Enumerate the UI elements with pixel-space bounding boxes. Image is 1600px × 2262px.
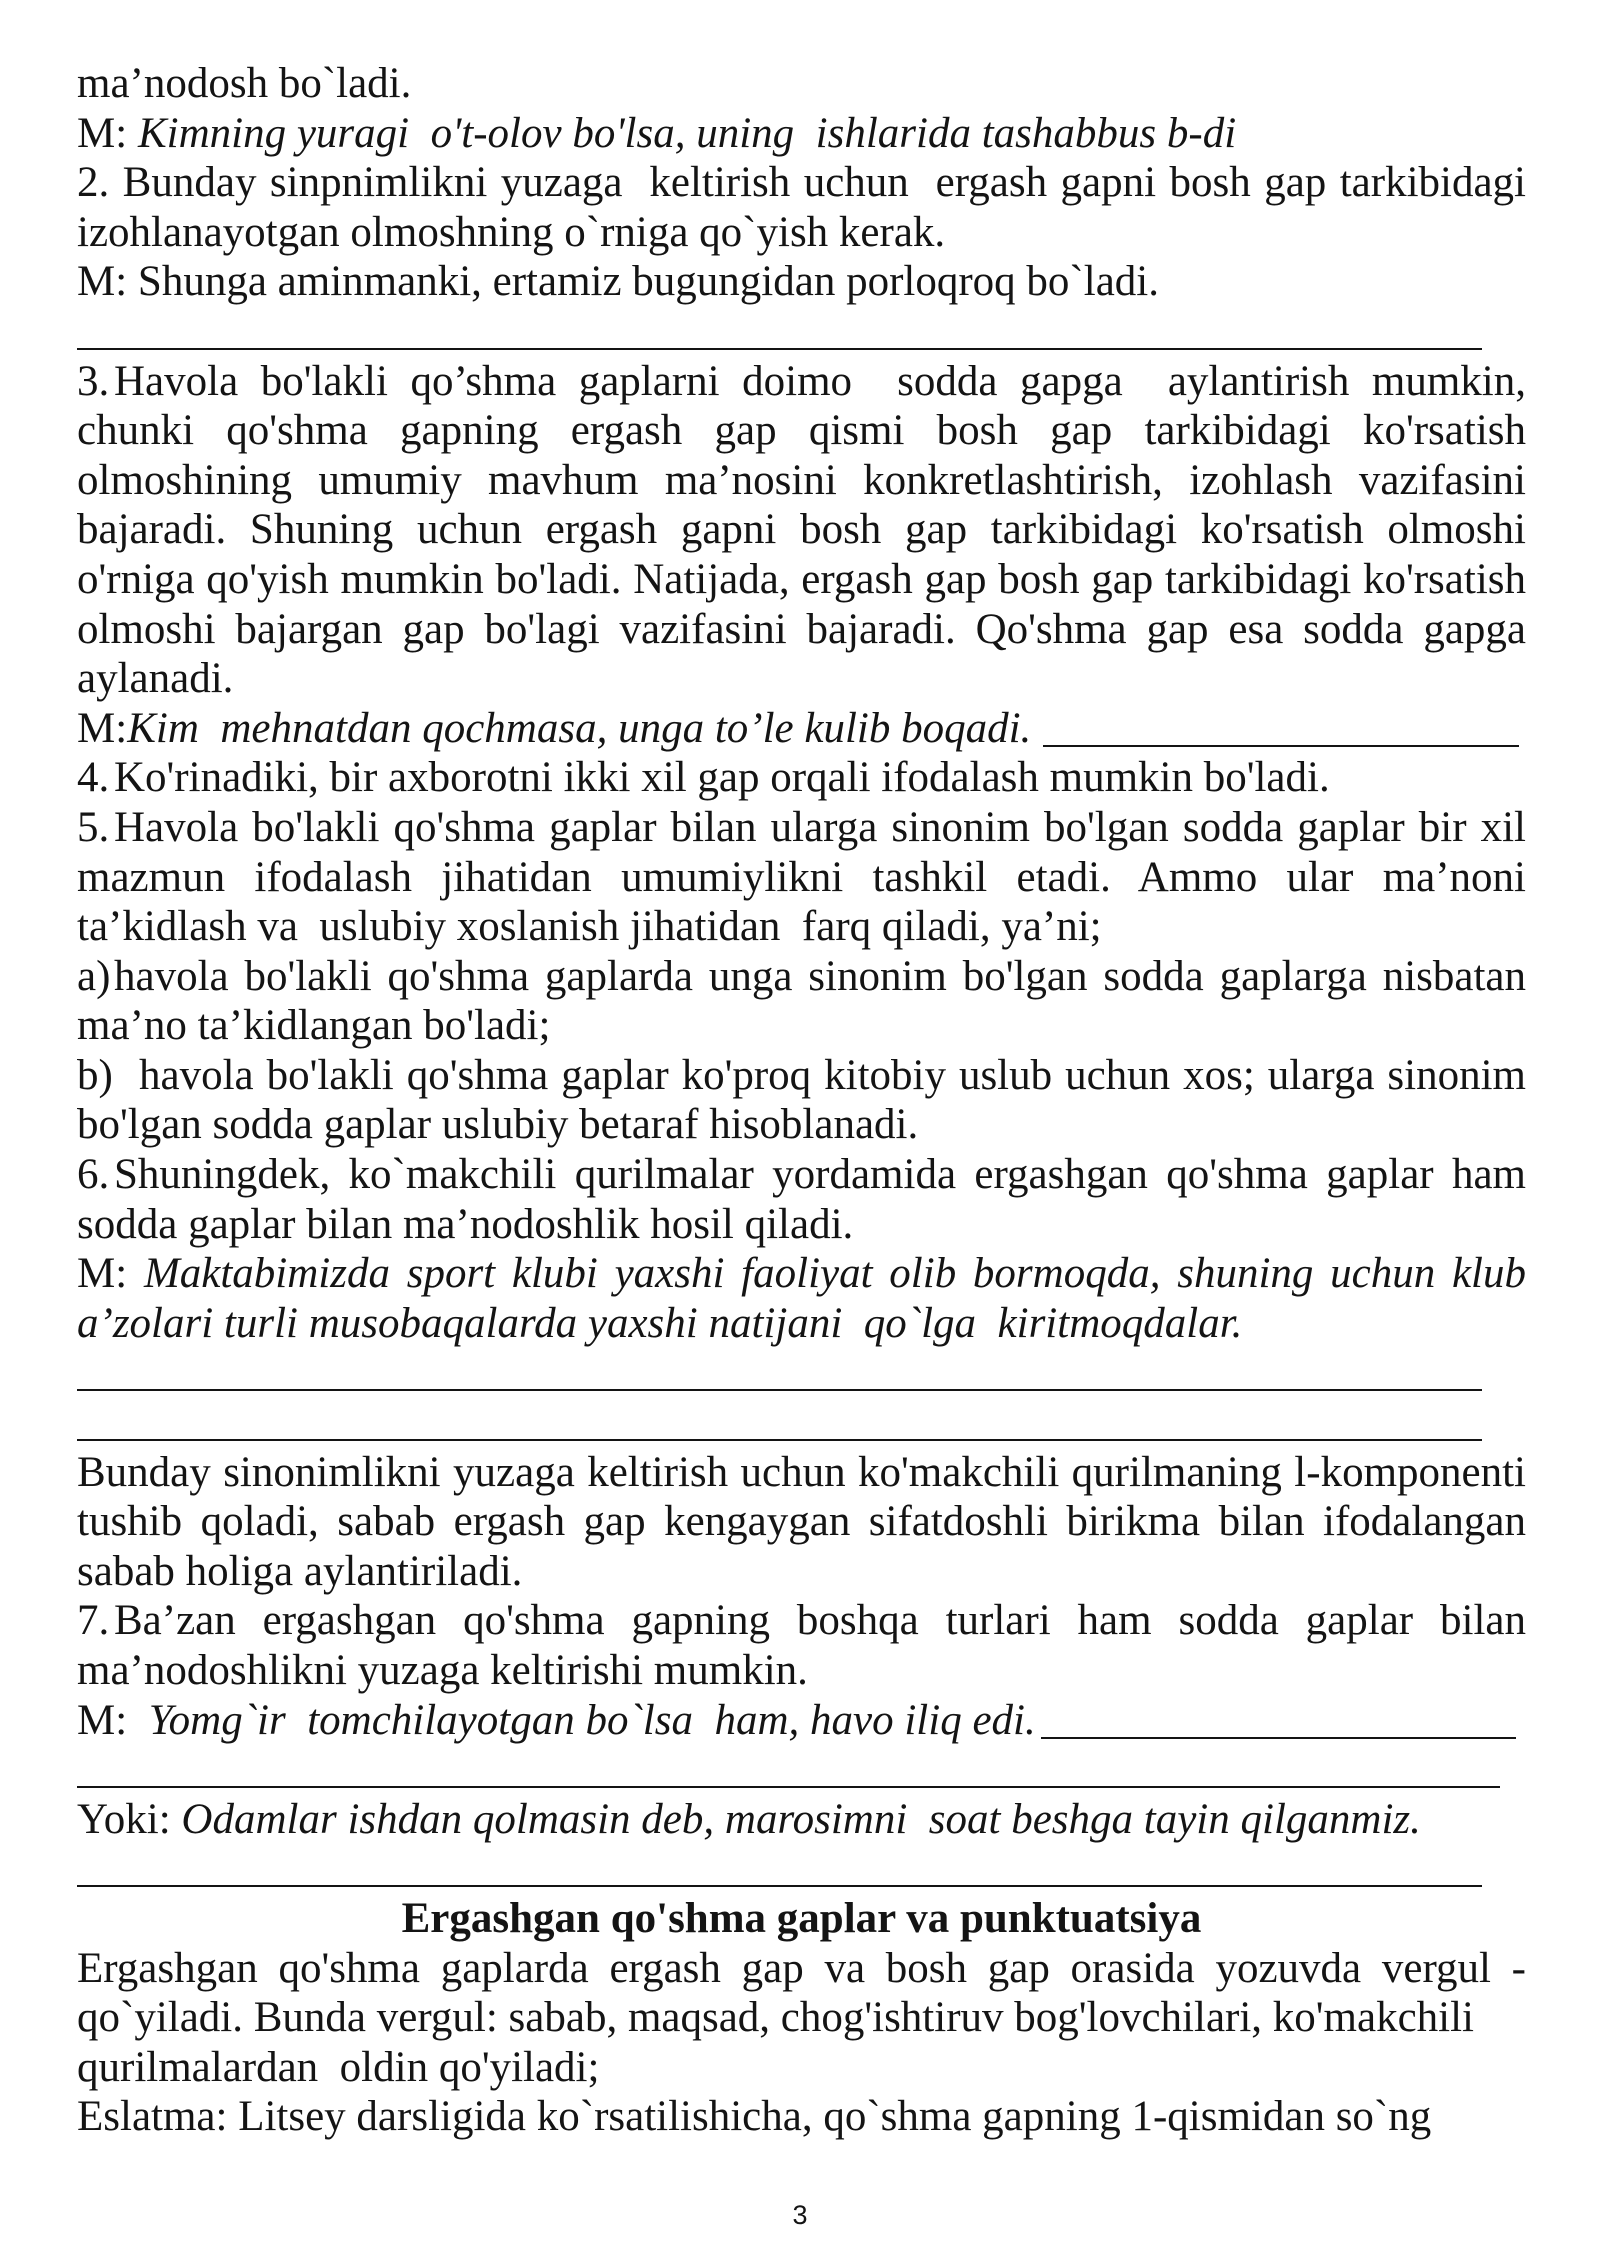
example-label: M: bbox=[77, 1250, 144, 1298]
page-number: 3 bbox=[792, 2200, 808, 2230]
answer-blank-line bbox=[77, 1398, 1526, 1448]
text-line-content: Ko'rinadiki, bir axborotni ikki xil gap orqali ifodalash mumkin bo'ladi. bbox=[114, 754, 1330, 802]
text-line-content: sabab holiga aylantiriladi. bbox=[77, 1547, 523, 1595]
example-line bbox=[77, 1299, 1526, 1349]
example-sentence: Kimning yuragi o't-olov bo'lsa, uning ishlarida tashabbus b-di bbox=[137, 109, 1237, 157]
text-line-content: Havola bo'lakli qo'shma gaplar bilan ularga sinonim bo'lgan sodda gaplar bir xil bbox=[114, 803, 1526, 851]
blank-rule bbox=[77, 1885, 1482, 1887]
answer-blank-line bbox=[77, 307, 1526, 357]
text-line-content: aylanadi. bbox=[77, 655, 234, 703]
answer-blank bbox=[1041, 1696, 1516, 1739]
text-line-content: Ba’zan ergashgan qo'shma gapning boshqa turlari ham sodda gaplar bilan bbox=[114, 1597, 1526, 1645]
list-item-line bbox=[77, 753, 1526, 803]
blank-rule bbox=[77, 1439, 1482, 1441]
example-sentence: Kim mehnatdan qochmasa, unga to’le kulib boqadi. bbox=[127, 704, 1032, 752]
text-line-content: ma’nodosh bo`ladi. bbox=[77, 60, 412, 107]
text-line-content: olmoshining umumiy mavhum ma’nosini konkretlashtirish, izohlash vazifasini bbox=[77, 456, 1526, 504]
text-line bbox=[77, 59, 1526, 109]
text-line bbox=[77, 654, 1526, 704]
text-line-content: bajaradi. Shuning uchun ergash gapni bosh gap tarkibidagi ko'rsatish olmoshi bbox=[77, 506, 1526, 554]
text-line-content: ta’kidlash va uslubiy xoslanish jihatidan farq qiladi, ya’ni; bbox=[77, 903, 1102, 951]
answer-blank bbox=[1043, 704, 1519, 747]
text-line bbox=[77, 1993, 1526, 2043]
example-sentence: Odamlar ishdan qolmasin deb, marosimni soat beshga tayin qilganmiz. bbox=[181, 1795, 1421, 1843]
text-line-content: o'rniga qo'yish mumkin bo'ladi. Natijada, ergash gap bosh gap tarkibidagi ko'rsatish bbox=[77, 555, 1526, 603]
text-line-content: havola bo'lakli qo'shma gaplarda unga sinonim bo'lgan sodda gaplarga nisbatan bbox=[114, 952, 1526, 1000]
example-line bbox=[77, 704, 1526, 754]
section-heading bbox=[77, 1894, 1526, 1944]
text-line bbox=[77, 1944, 1526, 1994]
text-line-content: sodda gaplar bilan ma’nodoshlik hosil qiladi. bbox=[77, 1200, 854, 1248]
text-line-content: izohlanayotgan olmoshning o`rniga qo`yish kerak. bbox=[77, 208, 946, 256]
note-line bbox=[77, 2092, 1526, 2142]
sub-item-marker: a) bbox=[77, 952, 111, 1000]
text-line bbox=[77, 456, 1526, 506]
text-line bbox=[77, 1547, 1526, 1597]
example-content bbox=[77, 1249, 1526, 1299]
list-item-line bbox=[77, 803, 1526, 853]
example-label: M: bbox=[77, 1696, 149, 1744]
example-content bbox=[77, 1696, 1036, 1746]
sub-item-marker: b) bbox=[77, 1051, 113, 1099]
text-line bbox=[77, 406, 1526, 456]
list-marker: 4. bbox=[77, 754, 110, 802]
text-line-content: havola bo'lakli qo'shma gaplar ko'proq kitobiy uslub uchun xos; ularga sinonim bbox=[139, 1051, 1526, 1099]
text-line bbox=[77, 555, 1526, 605]
text-line-content: Shuningdek, ko`makchili qurilmalar yordamida ergashgan qo'shma gaplar ham bbox=[114, 1151, 1526, 1199]
example-line bbox=[77, 257, 1526, 307]
example-content bbox=[77, 704, 1031, 754]
example-line bbox=[77, 1795, 1526, 1845]
example-content: M: Shunga aminmanki, ertamiz bugungidan porloqroq bo`ladi. bbox=[77, 258, 1159, 306]
text-line bbox=[77, 853, 1526, 903]
example-sentence: Maktabimizda sport klubi yaxshi faoliyat olib bormoqda, shuning uchun klub bbox=[143, 1250, 1526, 1298]
text-line bbox=[77, 605, 1526, 655]
example-label: Yoki: bbox=[77, 1795, 182, 1843]
text-line-content: chunki qo'shma gapning ergash gap qismi bosh gap tarkibidagi ko'rsatish bbox=[77, 407, 1526, 455]
text-line-content: 2. Bunday sinpnimlikni yuzaga keltirish uchun ergash gapni bosh gap tarkibidagi bbox=[77, 159, 1526, 207]
document-page bbox=[77, 59, 1526, 2142]
blank-rule bbox=[77, 1786, 1500, 1788]
list-marker: 6. bbox=[77, 1151, 110, 1199]
example-line bbox=[77, 1249, 1526, 1299]
example-label: M: bbox=[77, 109, 138, 157]
text-line bbox=[77, 1448, 1526, 1498]
text-line bbox=[77, 1100, 1526, 1150]
list-item-line bbox=[77, 1150, 1526, 1200]
example-label: M: bbox=[77, 704, 128, 752]
text-line-content: ma’nodoshlikni yuzaga keltirishi mumkin. bbox=[77, 1647, 808, 1694]
text-line-content: bo'lgan sodda gaplar uslubiy betaraf hisoblanadi. bbox=[77, 1101, 919, 1149]
list-item-line bbox=[77, 1596, 1526, 1646]
text-line-content: qo`yiladi. Bunda vergul: sabab, maqsad, chog'ishtiruv bog'lovchilari, ko'makchili bbox=[77, 1994, 1474, 2042]
answer-blank-line bbox=[77, 1745, 1526, 1795]
note-text: Eslatma: Litsey darsligida ko`rsatilishicha, qo`shma gapning 1-qismidan so`ng bbox=[77, 2093, 1432, 2141]
example-content bbox=[77, 1795, 1421, 1845]
sub-item-line bbox=[77, 1051, 1526, 1101]
answer-blank-line bbox=[77, 1348, 1526, 1398]
text-line bbox=[77, 902, 1526, 952]
example-line bbox=[77, 109, 1526, 159]
text-line-content: Ergashgan qo'shma gaplarda ergash gap va bosh gap orasida yozuvda vergul - bbox=[77, 1944, 1526, 1992]
text-line-content: qurilmalardan oldin qo'yiladi; bbox=[77, 2043, 600, 2091]
text-line bbox=[77, 158, 1526, 208]
text-line bbox=[77, 1497, 1526, 1547]
text-line-content: tushib qoladi, sabab ergash gap kengaygan sifatdoshli birikma bilan ifodalangan bbox=[77, 1498, 1526, 1546]
list-marker: 7. bbox=[77, 1597, 110, 1645]
sub-item-line bbox=[77, 952, 1526, 1002]
text-line bbox=[77, 1001, 1526, 1051]
text-line bbox=[77, 1200, 1526, 1250]
list-marker: 3. bbox=[77, 357, 110, 405]
text-line-content: Havola bo'lakli qo’shma gaplarni doimo sodda gapga aylantirish mumkin, bbox=[114, 357, 1526, 405]
answer-blank-line bbox=[77, 1844, 1526, 1894]
text-line-content: ma’no ta’kidlangan bo'ladi; bbox=[77, 1002, 551, 1050]
text-line-content: mazmun ifodalash jihatidan umumiylikni tashkil etadi. Ammo ular ma’noni bbox=[77, 853, 1526, 901]
list-marker: 5. bbox=[77, 803, 110, 851]
section-heading-text: Ergashgan qo'shma gaplar va punktuatsiya bbox=[401, 1894, 1202, 1942]
blank-rule bbox=[77, 1389, 1482, 1391]
example-content bbox=[77, 109, 1236, 159]
example-sentence: a’zolari turli musobaqalarda yaxshi natijani qo`lga kiritmoqdalar. bbox=[77, 1299, 1243, 1347]
example-sentence: Yomg`ir tomchilayotgan bo`lsa ham, havo iliq edi. bbox=[148, 1696, 1036, 1744]
blank-rule bbox=[77, 348, 1482, 350]
text-line-content: olmoshi bajargan gap bo'lagi vazifasini bajaradi. Qo'shma gap esa sodda gapga bbox=[77, 605, 1526, 653]
text-line bbox=[77, 2043, 1526, 2093]
list-item-line bbox=[77, 357, 1526, 407]
text-line bbox=[77, 208, 1526, 258]
text-line-content: Bunday sinonimlikni yuzaga keltirish uchun ko'makchili qurilmaning l-komponenti bbox=[77, 1448, 1526, 1496]
example-line bbox=[77, 1696, 1526, 1746]
text-line bbox=[77, 505, 1526, 555]
text-line bbox=[77, 1646, 1526, 1696]
